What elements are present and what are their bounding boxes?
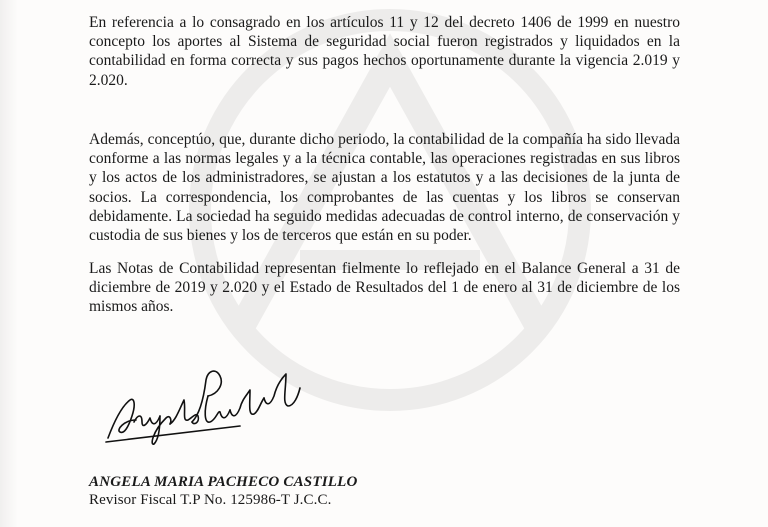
paragraph-accounting-notes: Las Notas de Contabilidad representan fielmente lo reflejado en el Balance General a 31 de diciembre de 2019 y 2.020 y el Estado de Resultados del 1 de enero al 31 de diciembre de los mismos años.	[89, 260, 680, 316]
paragraph-accounting-opinion: Además, conceptúo, que, durante dicho periodo, la contabilidad de la compañía ha sido llevada conforme a las normas legales y a la técnica contable, las operaciones registradas en sus libros y los actos de los administradores, se ajustan a los estatutos y a las decisiones de la junta de socios. La correspondencia, los comprobantes de las cuentas y los libros se conservan debidamente. La sociedad ha seguido medidas adecuadas de control interno, de conservación y custodia de sus bienes y los de terceros que están en su poder.	[89, 131, 680, 245]
signer-name: ANGELA MARIA PACHECO CASTILLO	[89, 474, 358, 490]
paragraph-social-security: En referencia a lo consagrado en los artículos 11 y 12 del decreto 1406 de 1999 en nuestro concepto los aportes al Sistema de seguridad social fueron registrados y liquidados en la contabilidad en forma correcta y sus pagos hechos oportunamente durante la vigencia 2.019 y 2.020.	[89, 14, 680, 89]
handwritten-signature	[100, 360, 310, 460]
signer-role: Revisor Fiscal T.P No. 125986-T J.C.C.	[89, 492, 332, 508]
page-edge-shadow	[0, 0, 18, 527]
